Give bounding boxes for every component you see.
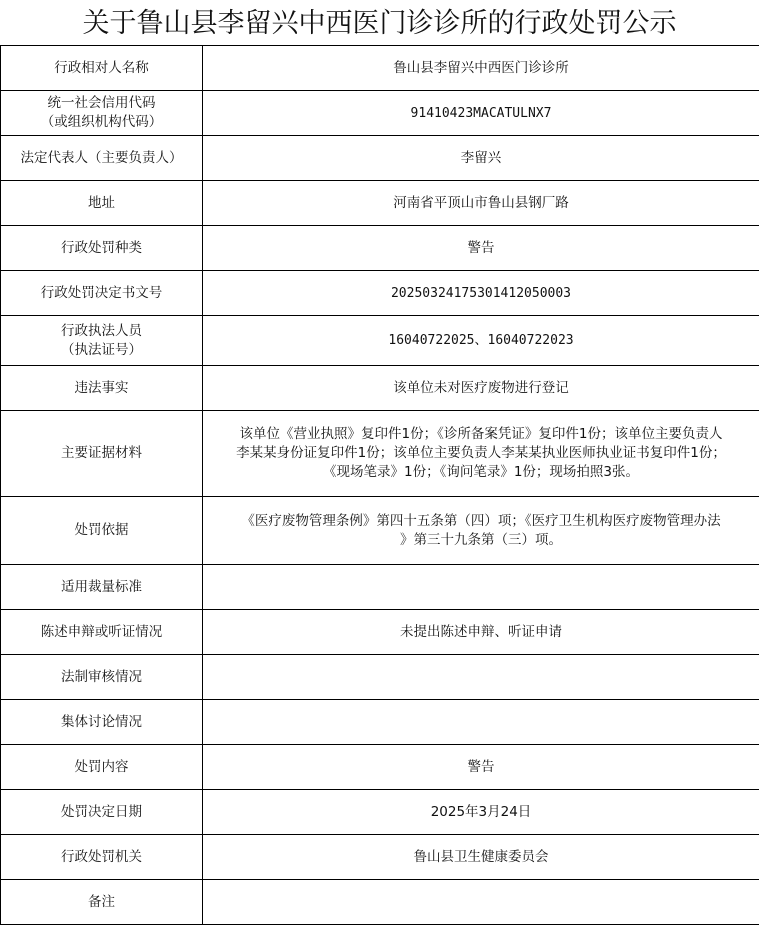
field-label: 地址	[88, 194, 115, 211]
field-label: 违法事实	[74, 379, 129, 396]
row-statement-hearing	[1, 610, 759, 655]
value-cell	[203, 316, 759, 366]
field-value: 鲁山县李留兴中西医门诊诊所	[393, 59, 569, 76]
row-penalty-content	[1, 745, 759, 790]
row-decision-number	[1, 271, 759, 316]
row-main-evidence	[1, 411, 759, 497]
field-value: 警告	[467, 758, 495, 775]
label-cell	[1, 316, 203, 366]
field-value: 未提出陈述申辩、听证申请	[400, 623, 562, 640]
label-cell	[1, 745, 203, 790]
field-label: 处罚决定日期	[61, 803, 142, 820]
value-cell	[203, 411, 759, 497]
field-value: 《现场笔录》1份；《询问笔录》1份；现场拍照3张。	[322, 464, 640, 480]
value-cell	[203, 880, 759, 925]
field-value: 16040722025、16040722023	[388, 333, 574, 348]
row-credit-code	[1, 91, 759, 136]
field-label: 行政相对人名称	[54, 59, 149, 76]
label-cell	[1, 91, 203, 136]
field-value: 该单位《营业执照》复印件1份；《诊所备案凭证》复印件1份；该单位主要负责人	[239, 426, 723, 442]
label-cell	[1, 366, 203, 411]
penalty-notice-table-body	[1, 46, 759, 925]
label-cell	[1, 610, 203, 655]
field-label: 统一社会信用代码	[47, 95, 156, 111]
row-collective-discussion	[1, 700, 759, 745]
row-penalty-basis	[1, 497, 759, 565]
field-label: 陈述申辩或听证情况	[40, 623, 163, 640]
label-cell	[1, 880, 203, 925]
label-cell	[1, 497, 203, 565]
value-cell	[203, 46, 759, 91]
value-cell	[203, 91, 759, 136]
value-cell	[203, 181, 759, 226]
value-cell	[203, 565, 759, 610]
row-discretion-standard	[1, 565, 759, 610]
value-cell	[203, 700, 759, 745]
value-cell	[203, 610, 759, 655]
page-title: 关于鲁山县李留兴中西医门诊诊所的行政处罚公示	[82, 8, 677, 39]
row-penalty-type	[1, 226, 759, 271]
value-cell	[203, 366, 759, 411]
field-label: 行政处罚机关	[61, 848, 142, 865]
field-label: 适用裁量标准	[61, 578, 142, 595]
field-value: 该单位未对医疗废物进行登记	[393, 379, 569, 396]
value-cell	[203, 136, 759, 181]
row-law-enforcement-officers	[1, 316, 759, 366]
field-value: 91410423MACATULNX7	[410, 105, 552, 121]
field-value: 河南省平顶山市鲁山县钢厂路	[393, 194, 569, 211]
value-cell	[203, 497, 759, 565]
row-penalty-authority	[1, 835, 759, 880]
row-remarks	[1, 880, 759, 925]
value-cell	[203, 271, 759, 316]
field-value: 》第三十九条第（三）项。	[400, 531, 562, 548]
field-label: 主要证据材料	[61, 445, 142, 461]
label-cell	[1, 271, 203, 316]
row-address	[1, 181, 759, 226]
field-label: 行政执法人员	[61, 322, 142, 339]
label-cell	[1, 700, 203, 745]
label-cell	[1, 46, 203, 91]
field-value: 警告	[467, 239, 495, 256]
field-label: 处罚依据	[74, 522, 129, 538]
label-cell	[1, 226, 203, 271]
field-label: 处罚内容	[74, 758, 129, 775]
field-label: 行政处罚种类	[61, 239, 142, 256]
row-party-name	[1, 46, 759, 91]
value-cell	[203, 745, 759, 790]
value-cell	[203, 226, 759, 271]
row-illegal-facts	[1, 366, 759, 411]
value-cell	[203, 790, 759, 835]
label-cell	[1, 565, 203, 610]
field-label: 备注	[88, 893, 115, 910]
field-label: （或组织机构代码）	[40, 114, 163, 130]
field-label: 法制审核情况	[61, 668, 142, 685]
field-value: 鲁山县卫生健康委员会	[413, 848, 549, 865]
field-value: 《医疗废物管理条例》第四十五条第（四）项；《医疗卫生机构医疗废物管理办法	[241, 512, 721, 529]
field-value: 2025年3月24日	[430, 803, 532, 820]
value-cell	[203, 655, 759, 700]
field-label: 集体讨论情况	[61, 713, 142, 730]
field-label: （执法证号）	[61, 341, 142, 358]
label-cell	[1, 181, 203, 226]
label-cell	[1, 790, 203, 835]
field-value: 李某某身份证复印件1份；该单位主要负责人李某某执业医师执业证书复印件1份；	[236, 445, 726, 461]
field-value: 20250324175301412050003	[390, 285, 571, 301]
value-cell	[203, 835, 759, 880]
label-cell	[1, 835, 203, 880]
field-label: 行政处罚决定书文号	[40, 284, 163, 301]
label-cell	[1, 136, 203, 181]
field-label: 法定代表人（主要负责人）	[20, 149, 183, 166]
field-value: 李留兴	[460, 149, 502, 166]
row-legal-representative	[1, 136, 759, 181]
row-decision-date	[1, 790, 759, 835]
label-cell	[1, 655, 203, 700]
row-legal-review	[1, 655, 759, 700]
label-cell	[1, 411, 203, 497]
penalty-notice-table	[0, 45, 759, 925]
